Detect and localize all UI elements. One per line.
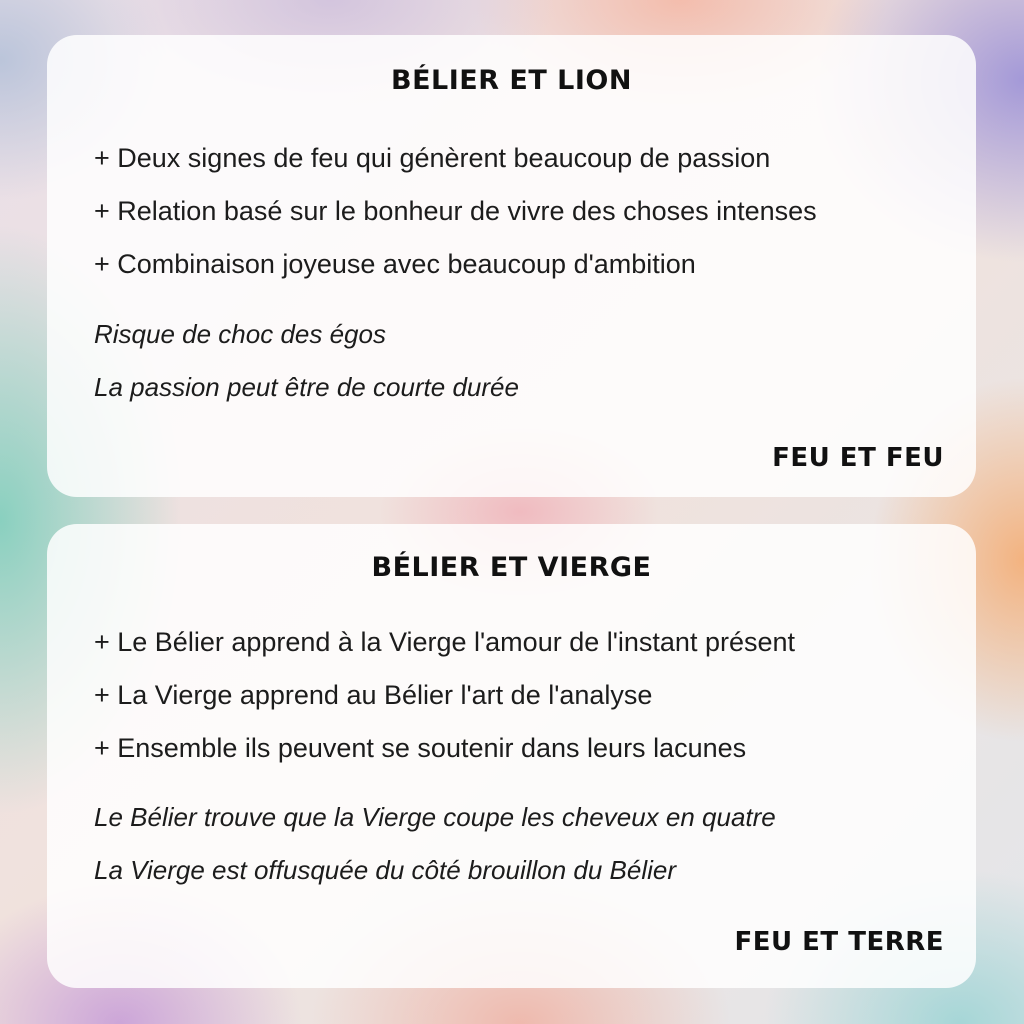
element-label: FEU ET FEU: [772, 443, 944, 473]
compatibility-card-lion: [47, 35, 976, 497]
con-item: Risque de choc des égos: [94, 319, 386, 349]
con-item: Le Bélier trouve que la Vierge coupe les cheveux en quatre: [94, 802, 776, 832]
con-item: La Vierge est offusquée du côté brouillon du Bélier: [94, 855, 677, 885]
element-label: FEU ET TERRE: [734, 927, 944, 957]
pro-item: + Relation basé sur le bonheur de vivre des choses intenses: [94, 196, 817, 226]
pro-item: + Combinaison joyeuse avec beaucoup d'ambition: [94, 249, 696, 279]
card-title: BÉLIER ET VIERGE: [371, 552, 652, 583]
pro-item: + Deux signes de feu qui génèrent beaucoup de passion: [94, 143, 771, 173]
con-item: La passion peut être de courte durée: [94, 372, 519, 402]
pro-item: + Ensemble ils peuvent se soutenir dans leurs lacunes: [94, 733, 747, 763]
card-title: BÉLIER ET LION: [391, 65, 632, 96]
pro-item: + Le Bélier apprend à la Vierge l'amour de l'instant présent: [94, 627, 795, 657]
pro-item: + La Vierge apprend au Bélier l'art de l'analyse: [94, 680, 653, 710]
compatibility-card-vierge: [47, 524, 976, 988]
